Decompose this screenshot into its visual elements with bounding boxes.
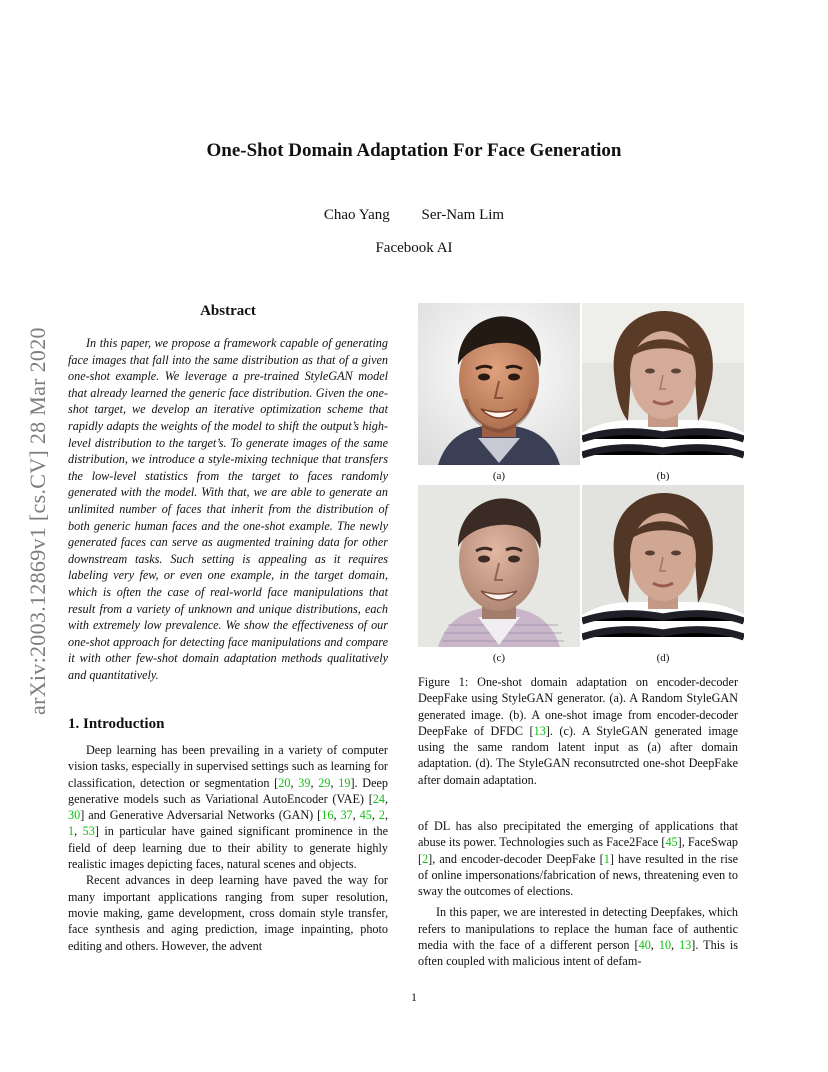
citation-link[interactable]: 13: [533, 723, 546, 738]
arxiv-stamp: arXiv:2003.12869v1 [cs.CV] 28 Mar 2020: [25, 327, 50, 715]
text-run: ] and Generative Adversarial Networks (GAN) [: [80, 808, 322, 823]
citation-link[interactable]: 30: [68, 808, 81, 823]
text-run: ], FaceSwap [: [418, 835, 738, 866]
paper-title: One-Shot Domain Adaptation For Face Generation: [206, 140, 622, 161]
subfigure-label-b: (b): [656, 470, 670, 482]
author-list: [0, 207, 828, 224]
author-name: Chao Yang: [323, 207, 390, 223]
text-run: Figure 1: One-shot domain adaptation on encoder-decoder DeepFake using StyleGAN generator. (a). A Random StyleGAN generated image. (b). A one-shot image from encoder-decoder DeepFake of DFDC [: [418, 675, 738, 738]
citation-link[interactable]: 19: [338, 775, 351, 790]
text-run: ]. This is often coupled with malicious intent of defam-: [418, 938, 738, 969]
citation-link[interactable]: 53: [82, 824, 95, 839]
citation-link[interactable]: 2: [422, 851, 429, 866]
citation-link[interactable]: 20: [278, 775, 291, 790]
figure-caption: [418, 674, 738, 788]
intro-paragraph-2: Recent advances in deep learning have paved the way for many important applications ranging from super resolution, movie making, game development, cross domain style transfer, face synthesis and aging prediction, image inpainting, photo editing and others. However, the advent: [68, 873, 388, 953]
introduction-right-column: [418, 818, 738, 970]
text-run: In this paper, we are interested in detecting Deepfakes, which refers to manipulations to replace the human face of authentic media with the face of a different person [: [418, 905, 738, 953]
text-run: ]. Deep generative models such as Variational AutoEncoder (VAE) [: [68, 775, 389, 806]
subfigure-label-c: (c): [492, 652, 506, 664]
text-run: ] have resulted in the rise of online impersonations/fabrication of news, threatening even to sway the outcomes of elections.: [418, 851, 738, 899]
figure-1: [418, 303, 744, 667]
face-image-d: [582, 485, 744, 647]
citation-link[interactable]: 1: [603, 851, 610, 866]
introduction-left-column: [68, 742, 388, 954]
face-image-a: [418, 303, 580, 465]
text-run: Deep learning has been prevailing in a variety of computer vision tasks, especially in supervised settings such as learning for classification, detection or segmentation [: [68, 743, 388, 790]
citation-link[interactable]: 13: [679, 938, 692, 953]
citation-link[interactable]: 45: [359, 808, 372, 823]
citation-link[interactable]: 24: [372, 791, 385, 806]
citation-link[interactable]: 16: [321, 808, 334, 823]
abstract-paragraph: In this paper, we propose a framework capable of generating face images that fall into the same distribution as that of a given one-shot example. We leverage a pre-trained StyleGAN model that already learned the generic face distribution. Given the one-shot target, we develop an iterative optimization scheme that rapidly adapts the weights of the model to shift the output’s high-level distribution to the target’s. To generate images of the same distribution, we introduce a style-mixing technique that transfers the low-level statistics from the target to faces randomly generated with the model. With that, we are able to generate an unlimited number of faces that inherit from the distribution of both generic human faces and the one-shot example. The newly generated faces can serve as augmented training data for other downstream tasks. Such setting is appealing as it requires labeling very few, or even one example, in the target domain, which is often the case of real-world face manipulations that result from a variety of unknown and unique distributions, each with extremely low prevalence. We show the effectiveness of our one-shot approach for detecting face manipulations and compare it with other few-shot domain adaptation methods qualitatively and quantitatively.: [68, 336, 388, 682]
page-number: 1: [411, 990, 417, 1004]
abstract-heading: Abstract: [200, 303, 256, 319]
citation-link[interactable]: 45: [665, 835, 678, 850]
citation-link[interactable]: 10: [658, 938, 672, 953]
author-name: Ser-Nam Lim: [421, 207, 505, 223]
citation-link[interactable]: 29: [318, 775, 331, 790]
intro-paragraph-3: [418, 818, 738, 899]
face-image-b: [582, 303, 744, 465]
text-run: ] in particular have gained significant prominence in the field of deep learning due to their ability to generate highly realistic images depicting faces, natural scenes and objects.: [68, 824, 388, 872]
intro-paragraph-1: Deep learning has been prevailing in a variety of computer vision tasks, especially in supervised settings such as learning for classification, detection or segmentation [20, 39, 29, 19]. Deep generative models such as Variational AutoEncoder (VAE) [24, 30] and Generative Adversarial Networks (GAN) [16, 37, 45, 2, 1, 53] in particular have gained significant prominence in the field of deep learning due to their ability to generate highly realistic images depicting faces, natural scenes and objects.: [68, 743, 389, 872]
citation-link[interactable]: 1: [68, 824, 75, 839]
citation-link[interactable]: 40: [638, 938, 651, 953]
text-run: ]. (c). A StyleGAN generated image using the same random latent input as (a) after domain adaptation. (d). The StyleGAN reconsutrcted one-shot DeepFake after domain adaptation.: [418, 723, 738, 787]
text-run: of DL has also precipitated the emerging of applications that abuse its power. Technologies such as Face2Face [: [418, 819, 738, 850]
intro-paragraph-4: In this paper, we are interested in detecting Deepfakes, which refers to manipulations to replace the human face of authentic media with the face of a different person [40, 10, 13]. This is often coupled with malicious intent of defam-: [418, 905, 738, 969]
citation-link[interactable]: 37: [340, 808, 353, 823]
affiliation: Facebook AI: [375, 240, 453, 256]
abstract-body: [68, 335, 388, 683]
text-run: ], and encoder-decoder DeepFake [: [428, 851, 604, 866]
subfigure-label-a: (a): [492, 470, 506, 482]
citation-link[interactable]: 39: [298, 775, 311, 790]
subfigure-label-d: (d): [656, 652, 670, 664]
section-heading-introduction: 1. Introduction: [68, 716, 165, 732]
citation-link[interactable]: 2: [378, 808, 385, 823]
face-image-c: [418, 485, 580, 647]
